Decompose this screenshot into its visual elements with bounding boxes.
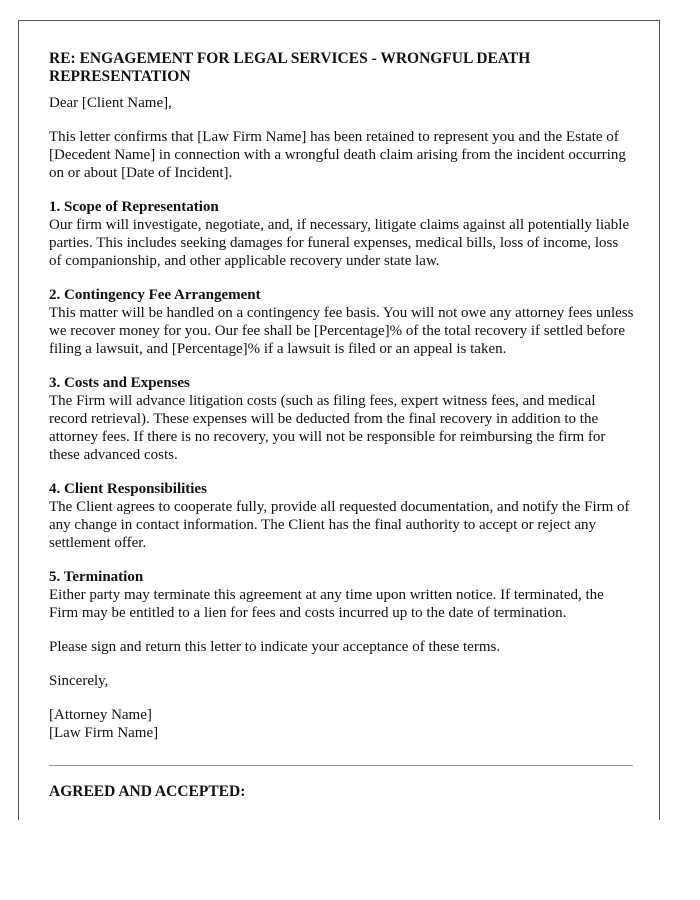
- section-title: 5. Termination: [49, 569, 144, 585]
- section-termination: [49, 568, 634, 622]
- section-body: The Client agrees to cooperate fully, provide all requested documentation, and notify the Firm of any change in contact information. The Client has the final authority to accept or reject any settlement offer.: [49, 499, 630, 551]
- acceptance-heading: AGREED AND ACCEPTED:: [49, 783, 246, 800]
- intro-paragraph: This letter confirms that [Law Firm Name] has been retained to represent you and the Estate of [Decedent Name] in connection with a wrongful death claim arising from the incident occurring on or about [Date of Incident].: [49, 129, 626, 181]
- letter-page: [18, 20, 660, 820]
- section-body: The Firm will advance litigation costs (such as filing fees, expert witness fees, and medical record retrieval). These expenses will be deducted from the final recovery in addition to the attorney fees. If there is no recovery, you will not be responsible for reimbursing the firm for these advanced costs.: [49, 393, 606, 463]
- closing-request: Please sign and return this letter to indicate your acceptance of these terms.: [49, 639, 501, 655]
- section-scope: [49, 198, 634, 270]
- subject-line: RE: ENGAGEMENT FOR LEGAL SERVICES - WRONGFUL DEATH REPRESENTATION: [49, 50, 531, 85]
- letter-content: [49, 50, 634, 758]
- signature-divider: [49, 765, 633, 766]
- signature-block: [49, 706, 634, 742]
- firm-name: [Law Firm Name]: [49, 725, 159, 741]
- section-title: 3. Costs and Expenses: [49, 375, 190, 391]
- salutation: Dear [Client Name],: [49, 95, 172, 111]
- attorney-name: [Attorney Name]: [49, 707, 152, 723]
- section-costs: [49, 374, 634, 464]
- section-title: 2. Contingency Fee Arrangement: [49, 287, 261, 303]
- section-fee: [49, 286, 634, 358]
- valediction: Sincerely,: [49, 673, 109, 689]
- section-client-responsibilities: [49, 480, 634, 552]
- section-body: This matter will be handled on a contingency fee basis. You will not owe any attorney fees unless we recover money for you. Our fee shall be [Percentage]% of the total recovery if settled before filing a lawsuit, and [Percentage]% if a lawsuit is filed or an appeal is taken.: [49, 305, 634, 357]
- section-body: Either party may terminate this agreement at any time upon written notice. If terminated, the Firm may be entitled to a lien for fees and costs incurred up to the date of termination.: [49, 587, 604, 621]
- section-title: 1. Scope of Representation: [49, 199, 219, 215]
- section-body: Our firm will investigate, negotiate, and, if necessary, litigate claims against all potentially liable parties. This includes seeking damages for funeral expenses, medical bills, loss of income, loss of companionship, and other applicable recovery under state law.: [49, 217, 630, 269]
- section-title: 4. Client Responsibilities: [49, 481, 207, 497]
